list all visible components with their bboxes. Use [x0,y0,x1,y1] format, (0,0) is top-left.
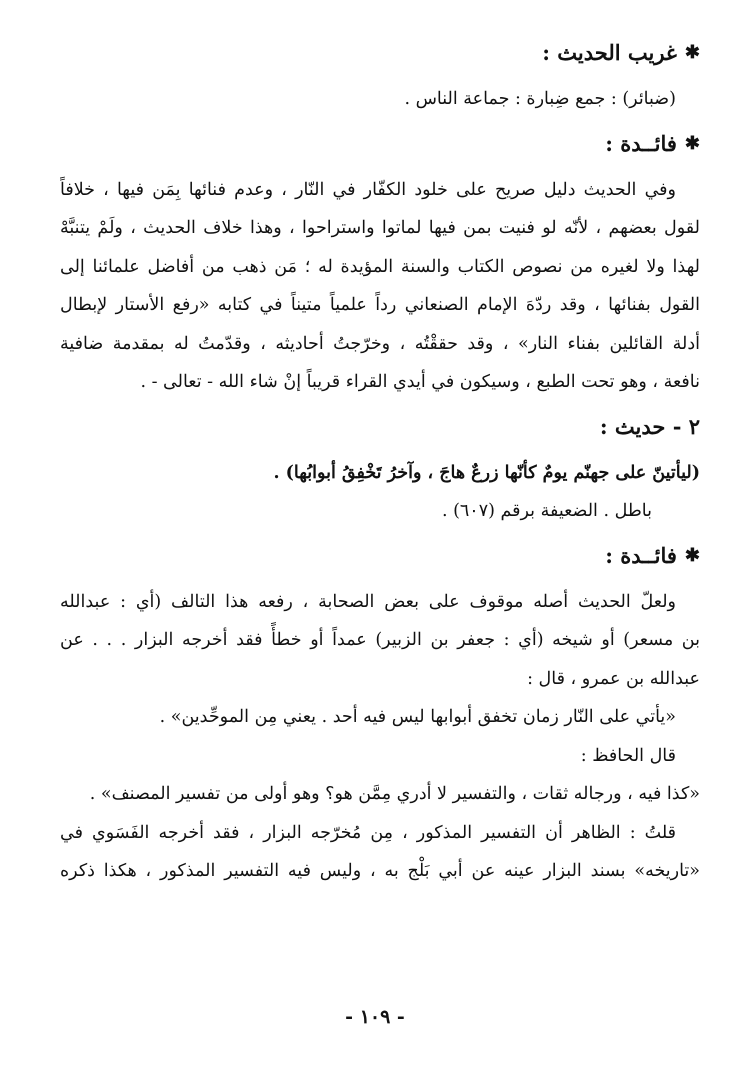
paragraph-line: عبدالله بن عمرو ، قال : [527,668,700,689]
paragraph-line: وفي الحديث دليل صريح على خلود الكفّار في النّار ، وعدم فنائها بِمَن فيها ، خلافاً [60,179,676,200]
quote-line: «يأتي على النّار زمان تخفق أبوابها ليس فيه أحد . يعني مِن الموحِّدين» . [159,707,676,727]
faida-2-paragraph [60,583,700,699]
asterisk-icon: ✱ [684,544,700,566]
gharib-definition: (ضبائر) : جمع ضِبارة : جماعة الناس . [404,89,676,109]
quote-line: «كذا فيه ، ورجاله ثقات ، والتفسير لا أدري مِمَّن هو؟ وهو أولى من تفسير المصنف» . [89,784,700,804]
paragraph-line: بن مسعر) أو شيخه (أي : جعفر بن الزبير) عمداً أو خطأً فقد أخرجه البزار . . . عن [60,630,700,650]
hafiz-label: قال الحافظ : [580,745,676,766]
heading-text: ٢ - حديث : [599,413,700,439]
section-heading-gharib [60,40,700,66]
page-number: - ١٠٩ - [345,1006,405,1028]
paragraph-line: قلتُ : الظاهر أن التفسير المذكور ، مِن مُخرّجه البزار ، فقد أخرجه الفَسَوي في [60,822,676,843]
section-heading-faida-2 [60,543,700,569]
asterisk-icon: ✱ [684,132,700,154]
paragraph-line: لهذا ولا لغيره من نصوص الكتاب والسنة المؤيدة له ؛ مَن ذهب من أفاضل علمائنا إلى [60,256,700,277]
heading-text: فائــدة : [605,130,677,156]
paragraph-line: «تاريخه» بسند البزار عينه عن أبي بَلْج به ، وليس فيه التفسير المذكور ، هكذا ذكره [60,861,700,881]
page-body [60,28,700,891]
asterisk-icon: ✱ [684,42,700,63]
faida-1-paragraph [60,171,700,402]
section-heading-faida-1 [60,131,700,157]
hadith-ruling: باطل . الضعيفة برقم (٦٠٧) . [441,501,652,521]
section-heading-hadith-2 [60,414,700,440]
paragraph-line: لقول بعضهم ، لأنّه لو فنيت بمن فيها لماتوا واستراحوا ، وهذا خلاف الحديث ، ولَمْ يتنبَّهْ [60,218,700,238]
final-paragraph [60,814,700,891]
hadith-text: (ليأتينّ على جهنّم يومٌ كأنّها زرعٌ هاجَ ، وآخرُ تَخْفِقُ أبوابُها) . [273,462,700,483]
heading-text: فائــدة : [605,542,677,568]
paragraph-line: أدلة القائلين بفناء النار» ، وقد حققْتُه ، وخرّجتُ أحاديثه ، وقدّمتُ له بمقدمة ضافية [60,333,700,354]
paragraph-line: نافعة ، وهو تحت الطبع ، وسيكون في أيدي القراء قريباً إنْ شاء الله - تعالى - . [140,372,700,392]
paragraph-line: ولعلّ الحديث أصله موقوف على بعض الصحابة ، رفعه هذا التالف (أي : عبدالله [60,591,676,612]
paragraph-line: القول بفنائها ، وقد ردّهَ الإمام الصنعاني رداً علمياً متيناً في كتابه «رفع الأستار لإبطال [60,295,700,315]
heading-text: غريب الحديث : [542,40,677,65]
